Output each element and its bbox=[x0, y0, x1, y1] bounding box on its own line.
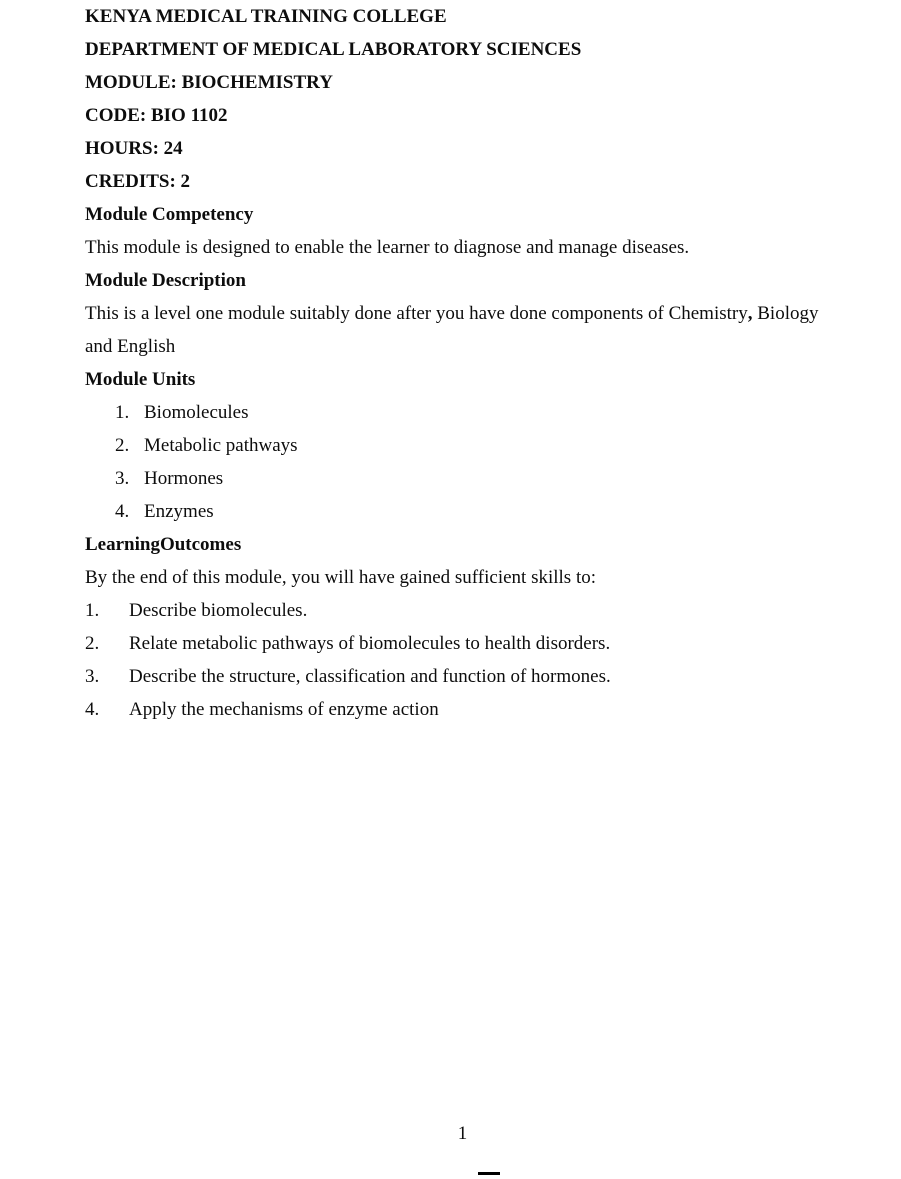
list-item-label: Enzymes bbox=[144, 501, 214, 522]
heading-hours: HOURS: 24 bbox=[85, 138, 183, 159]
list-item-number: 1. bbox=[85, 600, 100, 621]
learning-outcomes-list bbox=[85, 594, 840, 726]
module-description-heading: Module Description bbox=[85, 270, 246, 291]
heading-college-name: KENYA MEDICAL TRAINING COLLEGE bbox=[85, 6, 447, 27]
list-item bbox=[115, 495, 840, 528]
list-item-number: 3. bbox=[115, 468, 130, 489]
heading-module: MODULE: BIOCHEMISTRY bbox=[85, 72, 333, 93]
list-item-number: 3. bbox=[85, 666, 100, 687]
list-item-label: Describe biomolecules. bbox=[129, 600, 308, 621]
list-item-label: Metabolic pathways bbox=[144, 435, 298, 456]
list-item-label: Hormones bbox=[144, 468, 224, 489]
list-item bbox=[85, 660, 840, 693]
list-item bbox=[85, 594, 840, 627]
list-item-number: 4. bbox=[115, 501, 130, 522]
list-item bbox=[115, 462, 840, 495]
list-item bbox=[115, 396, 840, 429]
learning-outcomes-heading: LearningOutcomes bbox=[85, 534, 242, 555]
list-item-label: Describe the structure, classification and function of hormones. bbox=[129, 666, 611, 687]
list-item-label: Apply the mechanisms of enzyme action bbox=[129, 699, 439, 720]
list-item bbox=[115, 429, 840, 462]
page-bottom-divider-mark bbox=[478, 1172, 500, 1175]
heading-department: DEPARTMENT OF MEDICAL LABORATORY SCIENCES bbox=[85, 39, 582, 60]
page-number: 1 bbox=[457, 1123, 468, 1144]
list-item-number: 1. bbox=[115, 402, 130, 423]
list-item-number: 2. bbox=[115, 435, 130, 456]
module-units-list bbox=[85, 396, 840, 528]
list-item-number: 2. bbox=[85, 633, 100, 654]
module-competency-heading: Module Competency bbox=[85, 204, 254, 225]
module-competency-body: This module is designed to enable the learner to diagnose and manage diseases. bbox=[85, 237, 690, 258]
list-item-label: Relate metabolic pathways of biomolecules to health disorders. bbox=[129, 633, 611, 654]
list-item-number: 4. bbox=[85, 699, 100, 720]
heading-code: CODE: BIO 1102 bbox=[85, 105, 228, 126]
module-description-bold-comma: , bbox=[747, 303, 753, 324]
learning-outcomes-intro: By the end of this module, you will have gained sufficient skills to: bbox=[85, 567, 596, 588]
list-item bbox=[85, 627, 840, 660]
module-description-body bbox=[85, 297, 840, 363]
module-description-text-2: Biology and English bbox=[85, 303, 819, 357]
module-description-text-1: This is a level one module suitably done after you have done components of Chemistry bbox=[85, 303, 748, 324]
list-item bbox=[85, 693, 840, 726]
list-item-label: Biomolecules bbox=[144, 402, 249, 423]
module-units-heading: Module Units bbox=[85, 369, 196, 390]
heading-credits: CREDITS: 2 bbox=[85, 171, 191, 192]
